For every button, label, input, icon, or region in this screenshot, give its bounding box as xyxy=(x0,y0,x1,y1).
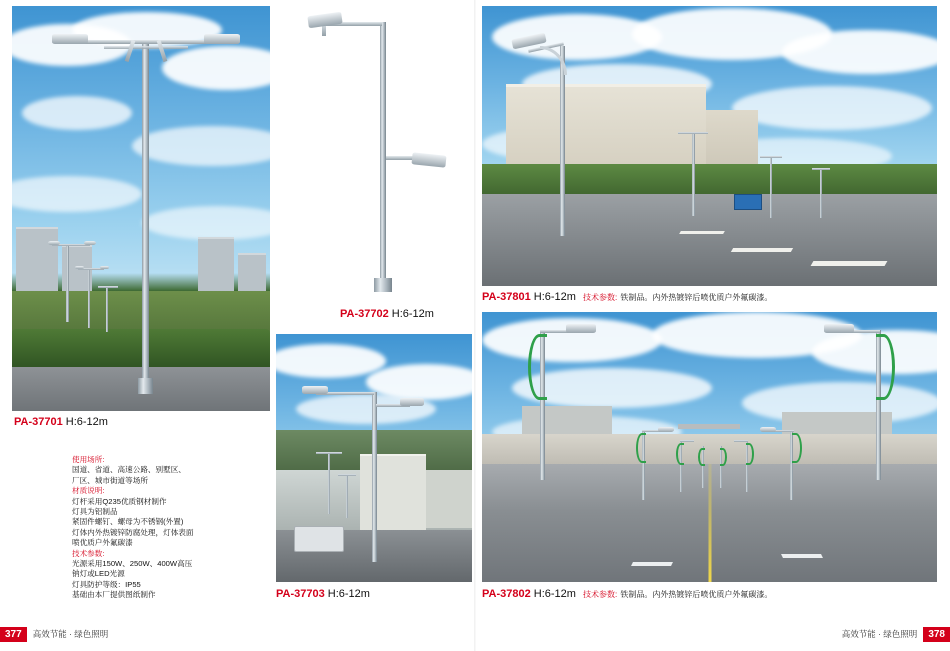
specification-block xyxy=(72,455,262,601)
page-number-left: 377 xyxy=(0,627,27,642)
spec-line: 灯杆采用Q235优质钢材制作 xyxy=(72,496,167,506)
tech-params-text: 铁制品。内外热镀锌后喷优质户外氟碳漆。 xyxy=(620,293,773,302)
cloud-shape xyxy=(732,86,932,130)
product-height: H:6-12m xyxy=(391,308,434,320)
product-height: H:6-12m xyxy=(533,291,576,303)
lane-marking xyxy=(731,248,793,252)
product-photo-pa-37703 xyxy=(276,334,472,582)
lamp-head xyxy=(824,324,854,333)
lamp-head xyxy=(566,324,596,333)
caption-pa-37703 xyxy=(276,588,370,600)
tech-params-text: 铁制品。内外热镀锌后喷优质户外氟碳漆。 xyxy=(620,590,773,599)
spec-line: 紧固件螺钉、螺母为不锈钢(外置) xyxy=(72,517,184,527)
page-gutter xyxy=(474,0,476,651)
footer-text-right: 高效节能 · 绿色照明 xyxy=(841,629,918,639)
product-photo-pa-37801 xyxy=(482,6,937,286)
spec-line: 厂区、城市街道等场所 xyxy=(72,475,148,485)
product-code: PA-37703 xyxy=(276,588,325,600)
bus-vehicle xyxy=(294,526,344,552)
spec-heading: 技术参数: xyxy=(72,548,105,558)
caption-pa-37702 xyxy=(340,308,434,320)
footer-left xyxy=(0,625,114,643)
road-center-line xyxy=(708,464,711,582)
spec-heading: 材质说明: xyxy=(72,486,105,496)
product-code: PA-37702 xyxy=(340,308,389,320)
lamp-head xyxy=(411,152,446,167)
roadway xyxy=(482,194,937,286)
spec-line: 国道、省道、高速公路、别墅区、 xyxy=(72,465,186,475)
spec-line: 灯体内外热镀锌防腐处理，灯体表面 xyxy=(72,527,194,537)
roadside-sign xyxy=(734,194,762,210)
lane-marking xyxy=(679,231,725,234)
green-arc-decor xyxy=(528,334,547,400)
caption-pa-37701 xyxy=(14,416,108,428)
lane-marking xyxy=(631,562,673,566)
spec-line: 光源采用150W、250W、400W高压 xyxy=(72,559,193,569)
lane-marking xyxy=(811,261,888,266)
product-height: H:6-12m xyxy=(533,588,576,600)
spec-line: 灯具防护等级：IP55 xyxy=(72,579,141,589)
product-photo-pa-37802 xyxy=(482,312,937,582)
spec-line: 钠灯或LED光源 xyxy=(72,569,125,579)
product-height: H:6-12m xyxy=(327,588,370,600)
building-block xyxy=(360,454,426,530)
spec-line: 基础由本厂提供图纸制作 xyxy=(72,590,156,600)
hedge-row xyxy=(12,329,270,369)
product-code: PA-37802 xyxy=(482,588,531,600)
lane-marking xyxy=(781,554,823,558)
spec-line: 喷优质户外氟碳漆 xyxy=(72,538,133,548)
product-code: PA-37701 xyxy=(14,416,63,428)
lamp-head xyxy=(52,34,88,44)
page-number-right: 378 xyxy=(923,627,950,642)
spec-heading: 使用场所: xyxy=(72,455,105,464)
caption-pa-37802 xyxy=(482,588,772,600)
product-photo-pa-37702 xyxy=(300,6,460,296)
background-building xyxy=(16,227,58,299)
background-building xyxy=(198,237,234,299)
lamp-head xyxy=(302,386,328,394)
product-code: PA-37801 xyxy=(482,291,531,303)
lamp-head xyxy=(204,34,240,44)
footer-right xyxy=(836,625,950,643)
overpass-gantry xyxy=(678,424,740,429)
building-block xyxy=(426,470,472,528)
tech-params-label: 技术参数: xyxy=(583,590,618,599)
tech-params-label: 技术参数: xyxy=(583,293,618,302)
product-photo-pa-37701 xyxy=(12,6,270,411)
spec-line: 灯具为铝制品 xyxy=(72,507,118,517)
cloud-shape xyxy=(22,96,132,130)
product-height: H:6-12m xyxy=(65,416,108,428)
footer-text-left: 高效节能 · 绿色照明 xyxy=(32,629,109,639)
caption-pa-37801 xyxy=(482,291,772,303)
lamp-head xyxy=(400,398,424,406)
